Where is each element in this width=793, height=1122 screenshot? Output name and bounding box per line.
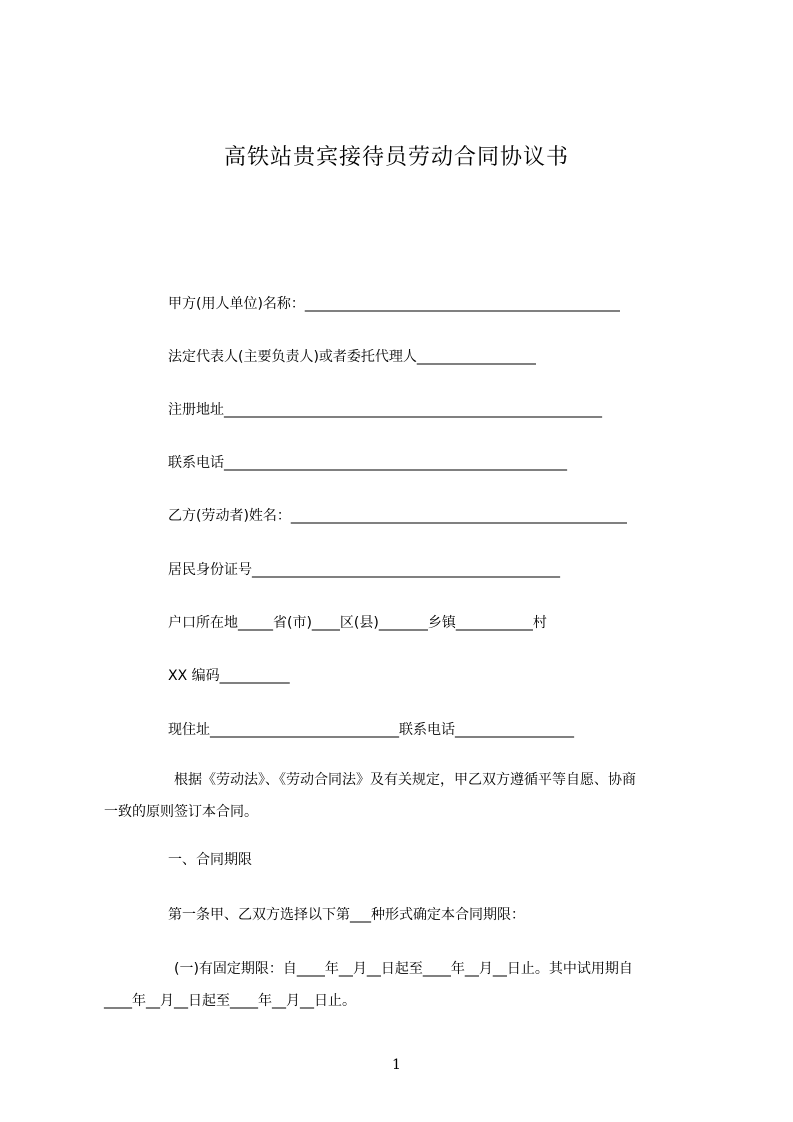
page-number: 1	[392, 1057, 401, 1073]
postal-code-field: XX 编码__________	[168, 668, 290, 684]
current-address-field: 现住址___________________________联系电话_________________	[168, 722, 574, 738]
section-heading-contract-term: 一、合同期限	[168, 852, 252, 868]
intro-line-1: 根据《劳动法》、《劳动合同法》及有关规定，甲乙双方遵循平等自愿、协商	[174, 772, 636, 788]
intro-line-2: 一致的原则签订本合同。	[104, 804, 258, 820]
page-title: 高铁站贵宾接待员劳动合同协议书	[223, 145, 569, 170]
hukou-location-field: 户口所在地_____省(市)____区(县)_______乡镇___________村	[168, 615, 547, 631]
id-number-field: 居民身份证号____________________________________________	[168, 562, 560, 578]
party-a-name-field: 甲方(用人单位)名称：_____________________________________________	[168, 296, 620, 312]
intro-paragraph	[104, 764, 704, 828]
party-a-phone-field: 联系电话_________________________________________________	[168, 455, 567, 471]
clause-fixed-term	[104, 953, 704, 1017]
party-b-name-field: 乙方(劳动者)姓名：________________________________________________	[168, 508, 627, 524]
registered-address-field: 注册地址______________________________________________________	[168, 402, 602, 418]
legal-representative-field: 法定代表人(主要负责人)或者委托代理人_________________	[168, 349, 536, 365]
clause-line-2: ____年__月__日起至____年__月__日止。	[104, 993, 356, 1009]
clause-line-1: (一)有固定期限：自____年__月__日起至____年__月__日止。其中试用期自	[174, 961, 633, 977]
article-1: 第一条甲、乙双方选择以下第___种形式确定本合同期限：	[168, 907, 525, 923]
